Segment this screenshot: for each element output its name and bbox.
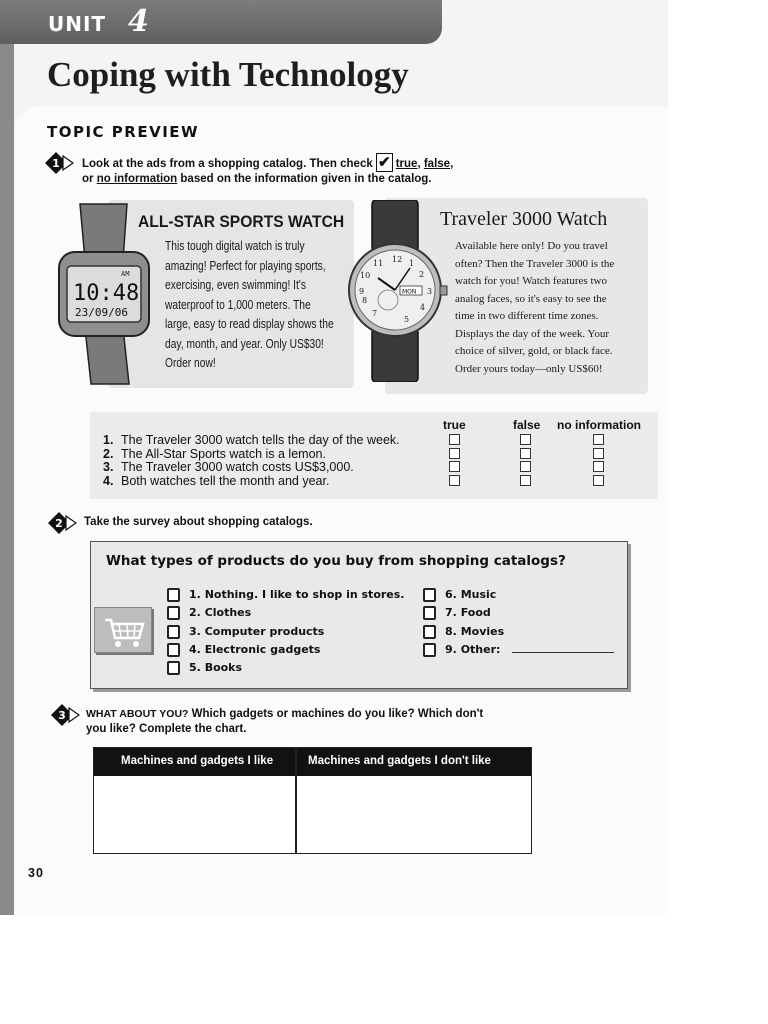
- survey-checkbox[interactable]: [423, 643, 436, 657]
- analog-watch-image: [342, 200, 448, 382]
- svg-text:4: 4: [420, 303, 426, 312]
- checkbox-true[interactable]: [449, 448, 460, 459]
- unit-banner: [0, 0, 442, 44]
- ad-2-title: Traveler 3000 Watch: [440, 208, 608, 230]
- svg-text:9: 9: [359, 287, 365, 296]
- page-number: 30: [28, 866, 44, 880]
- survey-checkbox[interactable]: [167, 588, 180, 602]
- survey-checkbox[interactable]: [423, 606, 436, 620]
- survey-option: 4. Electronic gadgets: [189, 643, 321, 656]
- checkbox-true[interactable]: [449, 461, 460, 472]
- column-true: true: [443, 418, 466, 432]
- svg-text:AM: AM: [121, 270, 130, 278]
- svg-text:10: 10: [360, 271, 371, 280]
- exercise-3-instruction: WHAT ABOUT YOU? Which gadgets or machines do you like? Which don't you like? Complete the chart.: [86, 708, 484, 735]
- svg-text:23/09/06: 23/09/06: [75, 306, 128, 319]
- checkbox-false[interactable]: [520, 475, 531, 486]
- svg-text:1: 1: [52, 157, 60, 170]
- checkbox-no-information[interactable]: [593, 434, 604, 445]
- svg-text:8: 8: [362, 296, 368, 305]
- survey-option: 6. Music: [445, 588, 497, 601]
- survey-checkbox[interactable]: [167, 661, 180, 675]
- checkmark-icon: ✔: [377, 154, 391, 171]
- svg-text:11: 11: [373, 259, 384, 268]
- column-dislike: Machines and gadgets I don't like: [308, 755, 491, 767]
- page-title: Coping with Technology: [47, 55, 409, 94]
- unit-number: 4: [128, 4, 149, 39]
- checkbox-no-information[interactable]: [593, 475, 604, 486]
- ad-1-body: This tough digital watch is truly amazing! Perfect for playing sports, exercising, even swimming! It's waterproof to 1,000 meters. The large, easy to read display shows the day, month, and year. Only US$30! Order now!: [165, 239, 334, 370]
- svg-text:3: 3: [427, 287, 433, 296]
- exercise-2-instruction: Take the survey about shopping catalogs.: [84, 516, 313, 528]
- column-no-information: no information: [557, 418, 641, 432]
- survey-option: 8. Movies: [445, 625, 505, 638]
- column-false: false: [513, 418, 541, 432]
- statement-row: 3. The Traveler 3000 watch costs US$3,000.: [103, 460, 354, 474]
- survey-option: 3. Computer products: [189, 625, 325, 638]
- checkbox-true[interactable]: [449, 475, 460, 486]
- shopping-cart-icon: [94, 607, 152, 653]
- other-write-in-line[interactable]: [512, 652, 614, 653]
- svg-text:5: 5: [404, 315, 410, 324]
- exercise-1-instruction: Look at the ads from a shopping catalog. Then check ✔ true, false, or no information based on the information given in the catalog.: [82, 154, 454, 185]
- checkbox-false[interactable]: [520, 461, 531, 472]
- step-3-diamond-icon: [50, 703, 80, 727]
- statement-row: 2. The All-Star Sports watch is a lemon.: [103, 446, 326, 461]
- step-1-diamond-icon: [44, 151, 74, 175]
- ad-1-title: ALL-STAR SPORTS WATCH: [138, 212, 345, 231]
- chart-column-divider: [295, 748, 297, 853]
- statement-row: 4. Both watches tell the month and year.: [103, 473, 330, 488]
- survey-checkbox[interactable]: [423, 588, 436, 602]
- svg-text:MON: MON: [402, 288, 417, 296]
- checkbox-false[interactable]: [520, 434, 531, 445]
- page-edge-strip: [0, 0, 14, 915]
- checkbox-no-information[interactable]: [593, 448, 604, 459]
- survey-option: 7. Food: [445, 606, 491, 619]
- svg-text:1: 1: [409, 259, 415, 268]
- column-like: Machines and gadgets I like: [121, 755, 274, 767]
- svg-text:12: 12: [392, 255, 403, 264]
- svg-text:2: 2: [419, 270, 425, 279]
- checkbox-no-information[interactable]: [593, 461, 604, 472]
- survey-question: What types of products do you buy from shopping catalogs?: [106, 553, 566, 569]
- survey-checkbox[interactable]: [167, 625, 180, 639]
- svg-text:10:48: 10:48: [73, 281, 140, 306]
- ad-2-body: Available here only! Do you travel often? Then the Traveler 3000 is the watch for you! Watch features two analog faces, so it's easy to see the time in two different time zones. Displays the day of the week. Your choice of silver, gold, or black face. Order yours today—only US$60!: [455, 240, 615, 375]
- gadgets-chart: [93, 747, 532, 854]
- unit-label: UNIT: [48, 12, 107, 36]
- survey-option: 9. Other:: [445, 643, 501, 656]
- chart-header: [94, 748, 531, 776]
- survey-checkbox[interactable]: [167, 643, 180, 657]
- section-heading: TOPIC PREVIEW: [47, 123, 200, 141]
- checkbox-false[interactable]: [520, 448, 531, 459]
- svg-text:7: 7: [372, 309, 378, 318]
- step-2-diamond-icon: [47, 511, 77, 535]
- svg-text:2: 2: [55, 517, 63, 530]
- checkbox-true[interactable]: [449, 434, 460, 445]
- statement-row: 1. The Traveler 3000 watch tells the day of the week.: [103, 433, 400, 447]
- survey-checkbox[interactable]: [423, 625, 436, 639]
- survey-checkbox[interactable]: [167, 606, 180, 620]
- svg-text:3: 3: [58, 709, 66, 722]
- survey-option: 1. Nothing. I like to shop in stores.: [189, 588, 405, 601]
- survey-option: 5. Books: [189, 661, 243, 674]
- survey-option: 2. Clothes: [189, 606, 252, 619]
